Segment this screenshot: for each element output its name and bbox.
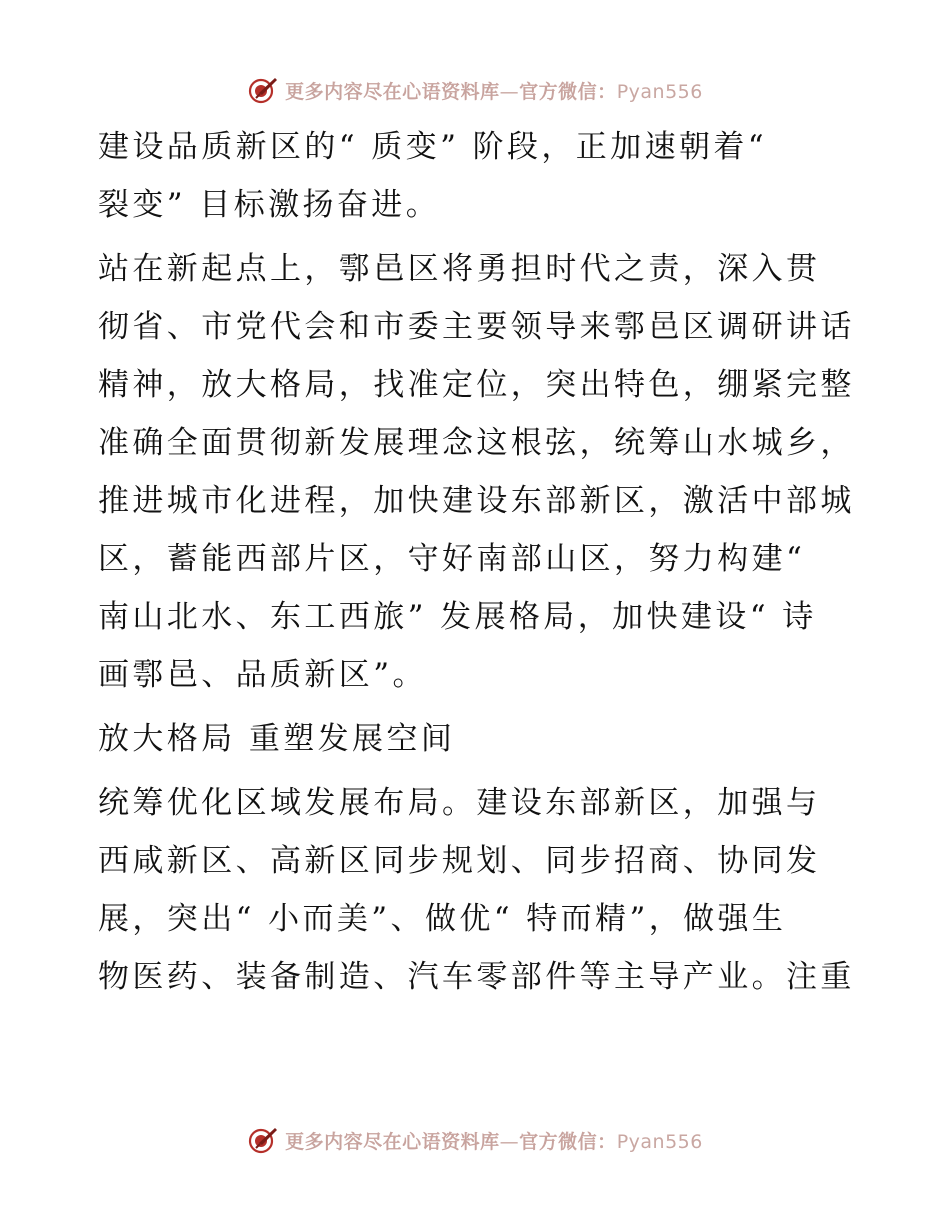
heading-line: 放大格局 重塑发展空间 (98, 721, 456, 757)
header-watermark-content (247, 74, 703, 106)
text-line: 裂变” 目标激扬奋进。 (98, 187, 441, 223)
paragraph (98, 240, 855, 704)
text-line: 南山北水、东工西旅” 发展格局，加快建设“ 诗 (98, 599, 817, 635)
watermark-site-name: 更多内容尽在心语资料库 (285, 1130, 500, 1153)
text-line: 画鄠邑、品质新区”。 (98, 657, 427, 693)
header-watermark-banner (0, 68, 950, 112)
watermark-dash: — (499, 1130, 520, 1153)
text-line: 物医药、装备制造、汽车零部件等主导产业。注重 (98, 959, 855, 995)
paragraph (98, 118, 850, 234)
footer-watermark-text (285, 1127, 703, 1154)
header-watermark-text (285, 77, 703, 104)
footer-watermark-content (247, 1124, 703, 1156)
quill-logo-icon (247, 74, 279, 106)
watermark-contact-label: 官方微信： (519, 80, 617, 103)
text-line: 准确全面贯彻新发展理念这根弦，统筹山水城乡， (98, 425, 855, 461)
text-line: 推进城市化进程，加快建设东部新区，激活中部城 (98, 483, 855, 519)
watermark-dash: — (499, 80, 520, 103)
footer-watermark-banner (0, 1118, 950, 1162)
text-line: 展，突出“ 小而美”、做优“ 特而精”，做强生 (98, 901, 787, 937)
watermark-contact-label: 官方微信： (519, 1130, 617, 1153)
document-body (98, 118, 855, 1006)
text-line: 精神，放大格局，找准定位，突出特色，绷紧完整 (98, 367, 855, 403)
text-line: 建设品质新区的“ 质变” 阶段，正加速朝着“ (98, 129, 768, 165)
text-line: 西咸新区、高新区同步规划、同步招商、协同发 (98, 843, 821, 879)
watermark-site-name: 更多内容尽在心语资料库 (285, 80, 500, 103)
watermark-contact-id: Pyan556 (616, 1130, 703, 1153)
text-line: 彻省、市党代会和市委主要领导来鄠邑区调研讲话 (98, 309, 855, 345)
text-line: 站在新起点上，鄠邑区将勇担时代之责，深入贯 (98, 251, 821, 287)
section-heading (98, 710, 850, 768)
watermark-contact-id: Pyan556 (616, 80, 703, 103)
paragraph (98, 774, 855, 1006)
text-line: 区，蓄能西部片区，守好南部山区，努力构建“ (98, 541, 806, 577)
text-line: 统筹优化区域发展布局。建设东部新区，加强与 (98, 785, 821, 821)
quill-logo-icon (247, 1124, 279, 1156)
